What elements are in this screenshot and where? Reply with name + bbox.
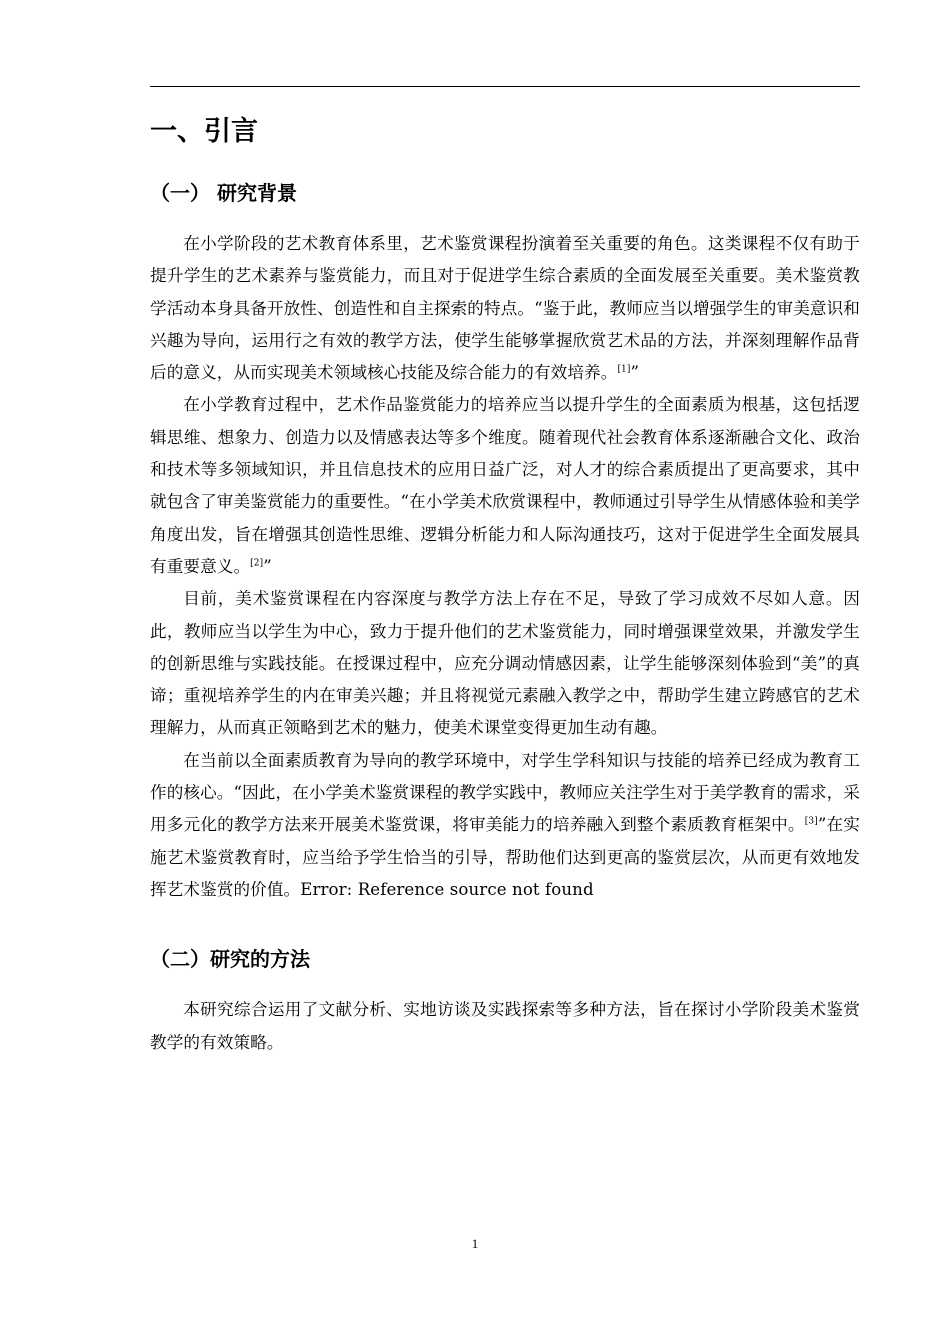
citation-ref: [1]: [617, 364, 631, 375]
page-number: 1: [471, 1236, 479, 1251]
header-rule: [150, 86, 860, 87]
citation-ref: [3]: [804, 816, 818, 827]
paragraph: 在小学教育过程中，艺术作品鉴赏能力的培养应当以提升学生的全面素质为根基，这包括逻辑思维、想象力、创造力以及情感表达等多个维度。随着现代社会教育体系逐渐融合文化、政治和技术等多领域知识，并且信息技术的应用日益广泛，对人才的综合素质提出了更高要求，其中就包含了审美鉴赏能力的重要性。“在小学美术欣赏课程中，教师通过引导学生从情感体验和美学角度出发，旨在增强其创造性思维、逻辑分析能力和人际沟通技巧，这对于促进学生全面发展具有重要意义。[2]”: [150, 395, 860, 576]
paragraph: 目前，美术鉴赏课程在内容深度与教学方法上存在不足，导致了学习成效不尽如人意。因此，教师应当以学生为中心，致力于提升他们的艺术鉴赏能力，同时增强课堂效果，并激发学生的创新思维与实践技能。在授课过程中，应充分调动情感因素，让学生能够深刻体验到“美”的真谛；重视培养学生的内在审美兴趣；并且将视觉元素融入教学之中，帮助学生建立跨感官的艺术理解力，从而真正领略到艺术的魅力，使美术课堂变得更加生动有趣。: [150, 589, 860, 738]
section-heading-background: （一） 研究背景: [150, 181, 297, 205]
paragraph: 在小学阶段的艺术教育体系里，艺术鉴赏课程扮演着至关重要的角色。这类课程不仅有助于提升学生的艺术素养与鉴赏能力，而且对于促进学生综合素质的全面发展至关重要。美术鉴赏教学活动本身具备开放性、创造性和自主探索的特点。“鉴于此，教师应当以增强学生的审美意识和兴趣为导向，运用行之有效的教学方法，使学生能够掌握欣赏艺术品的方法，并深刻理解作品背后的意义，从而实现美术领域核心技能及综合能力的有效培养。[1]”: [150, 234, 860, 383]
citation-ref: [2]: [250, 558, 264, 569]
page-content: [150, 112, 860, 1059]
section-heading-methods: （二）研究的方法: [150, 947, 310, 972]
chapter-heading: 一、引言: [150, 116, 258, 147]
paragraph: 本研究综合运用了文献分析、实地访谈及实践探索等多种方法，旨在探讨小学阶段美术鉴赏教学的有效策略。: [150, 1000, 860, 1052]
paragraph: 在当前以全面素质教育为导向的教学环境中，对学生学科知识与技能的培养已经成为教育工作的核心。“因此，在小学美术鉴赏课程的教学实践中，教师应关注学生对于美学教育的需求，采用多元化的教学方法来开展美术鉴赏课，将审美能力的培养融入到整个素质教育框架中。[3]”在实施艺术鉴赏教育时，应当给予学生恰当的引导，帮助他们达到更高的鉴赏层次，从而更有效地发挥艺术鉴赏的价值。Error: Reference source not found: [150, 750, 860, 899]
